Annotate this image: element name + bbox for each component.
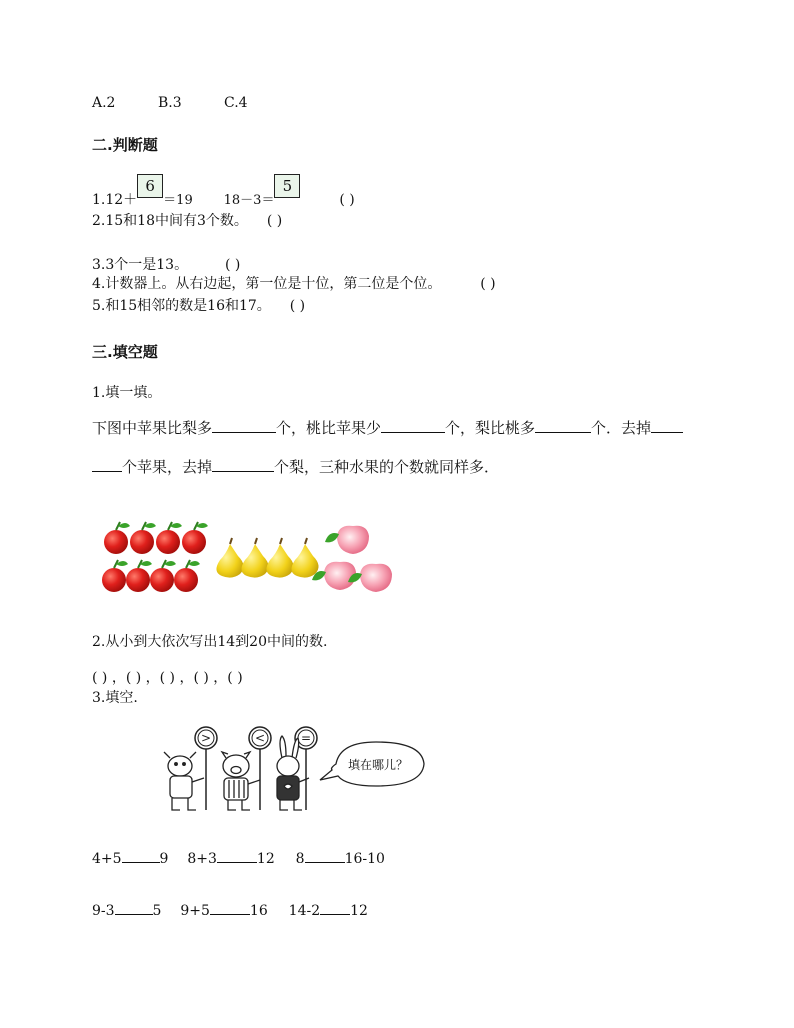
apple-icon (130, 522, 156, 554)
cmp-left: 14-2 (288, 903, 321, 919)
compare-row-1 (92, 848, 385, 868)
pear-icon (241, 538, 268, 578)
cmp-left: 9-3 (92, 903, 115, 919)
cmp-right: 16 (249, 903, 268, 919)
blank-remove-pear[interactable] (212, 457, 274, 472)
peach-icon (312, 562, 356, 590)
peach-group (312, 526, 392, 592)
sign-label-0: > (200, 731, 212, 745)
apple-group (102, 522, 208, 592)
peach-icon (325, 526, 369, 554)
answer-box-2: 5 (274, 174, 300, 198)
q1-prefix: 1.12＋ (92, 192, 138, 208)
apple-icon (104, 522, 130, 554)
line1-part-d: 个．去掉 (591, 419, 652, 437)
fill-q3-title: 3.填空. (92, 690, 138, 706)
fruits-image (100, 512, 400, 602)
option-a: A.2 (92, 95, 116, 111)
line1-part-c: 个，梨比桃多 (445, 419, 536, 437)
cmp-blank[interactable] (122, 848, 160, 863)
cmp-left: 4+5 (92, 851, 122, 867)
bubble-text: 填在哪儿？ (347, 758, 409, 772)
pear-icon (216, 538, 243, 578)
q1-paren[interactable]: ( ) (339, 192, 355, 208)
less-than-sign-icon (249, 727, 271, 749)
q3-text: 3.3个一是13。 (92, 257, 189, 273)
apple-icon (126, 560, 152, 592)
blank-apple-pear[interactable] (212, 418, 276, 433)
cmp-blank[interactable] (217, 848, 257, 863)
compare-row-2 (92, 900, 368, 920)
fill-q2-title: 2.从小到大依次写出14到20中间的数. (92, 634, 328, 650)
apple-icon (156, 522, 182, 554)
pig-icon (222, 752, 260, 810)
cmp-blank[interactable] (210, 900, 250, 915)
judgment-q4 (92, 275, 496, 293)
judgment-q1 (92, 178, 355, 208)
cmp-right: 5 (152, 903, 162, 919)
sign-label-1: < (254, 731, 266, 745)
q4-text: 4.计数器上。从右边起，第一位是十位，第二位是个位。 (92, 276, 442, 292)
blank-remove-apple-start[interactable] (651, 418, 683, 433)
section-title-fill: 三.填空题 (92, 343, 158, 361)
cmp-right: 12 (256, 851, 275, 867)
line2-part-a: 个苹果，去掉 (122, 458, 213, 476)
cmp-left: 8+3 (187, 851, 217, 867)
pear-icon (266, 538, 293, 578)
apple-icon (182, 522, 208, 554)
cmp-right: 16-10 (344, 851, 385, 867)
apple-icon (102, 560, 128, 592)
judgment-q3 (92, 256, 240, 274)
fill-q1-line2 (92, 457, 499, 477)
blank-remove-apple-end[interactable] (92, 457, 122, 472)
fill-q1-title: 1.填一填。 (92, 385, 162, 401)
line1-part-a: 下图中苹果比梨多 (92, 419, 213, 437)
apple-icon (174, 560, 200, 592)
animals-with-signs-image (160, 724, 430, 816)
q1-eq1: ＝19 (163, 193, 193, 208)
fill-q1-line1 (92, 418, 683, 438)
cmp-right: 9 (159, 851, 169, 867)
q5-paren[interactable]: ( ) (289, 298, 306, 314)
blank-pear-peach[interactable] (535, 418, 591, 433)
sign-label-2: = (300, 731, 312, 745)
option-c: C.4 (224, 95, 248, 111)
q2-paren[interactable]: ( ) (266, 213, 283, 229)
section-title-judgment: 二.判断题 (92, 136, 158, 154)
pear-icon (291, 538, 318, 578)
q2-text: 2.15和18中间有3个数。 (92, 213, 248, 229)
speech-bubble (320, 742, 424, 786)
cmp-left: 8 (295, 851, 305, 867)
q3-paren[interactable]: ( ) (225, 257, 241, 273)
greater-than-sign-icon (195, 727, 217, 749)
apple-icon (150, 560, 176, 592)
cmp-blank[interactable] (115, 900, 153, 915)
answer-box-1: 6 (137, 174, 163, 198)
blank-peach-apple[interactable] (381, 418, 445, 433)
line2-part-b: 个梨，三种水果的个数就同样多． (274, 458, 500, 476)
judgment-q5 (92, 297, 305, 315)
line1-part-b: 个，桃比苹果少 (276, 419, 382, 437)
option-b: B.3 (158, 95, 182, 111)
cmp-right: 12 (350, 903, 368, 919)
pear-group (216, 538, 318, 578)
judgment-q2 (92, 212, 282, 230)
q1-expr2: 18－3＝ (223, 193, 275, 208)
q4-paren[interactable]: ( ) (480, 276, 496, 292)
q5-text: 5.和15相邻的数是16和17。 (92, 298, 271, 314)
cmp-blank[interactable] (305, 848, 345, 863)
fill-q2-blanks[interactable]: ( ) ，( ) ，( ) ，( ) ，( ) (92, 670, 243, 686)
cow-icon (164, 752, 204, 810)
cmp-blank[interactable] (320, 900, 350, 915)
cmp-left: 9+5 (180, 903, 210, 919)
